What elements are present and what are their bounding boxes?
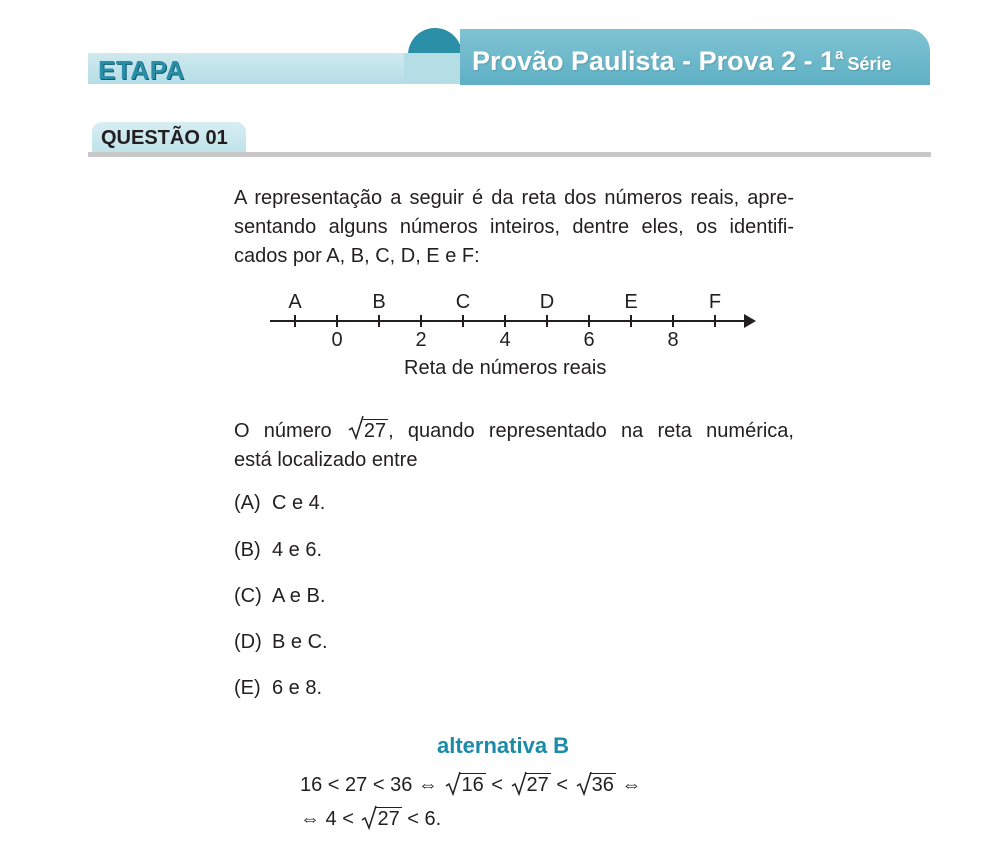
answer-label: alternativa B — [437, 733, 570, 758]
option-text: B e C. — [272, 631, 328, 653]
question-intro — [234, 184, 794, 271]
solution-start: ⇔ 4 < — [300, 808, 354, 830]
number-line-number: 6 — [583, 329, 595, 351]
number-line-figure — [260, 286, 760, 356]
option-a[interactable] — [234, 492, 325, 515]
etapa-logo: ETAPA — [98, 55, 185, 85]
intro-line-1: A representação a seguir é da reta dos números reais, apre- — [234, 187, 794, 209]
option-letter: (A) — [234, 492, 261, 514]
number-line-number: 0 — [331, 329, 343, 351]
sqrt-radicand: 16 — [461, 774, 484, 796]
sqrt-radicand: 27 — [377, 808, 400, 830]
sqrt-27 — [348, 417, 388, 446]
number-line-number: 4 — [499, 329, 511, 351]
sqrt-27 — [511, 773, 551, 797]
stem-line-2: está localizado entre — [234, 449, 418, 471]
question-label: QUESTÃO 01 — [101, 127, 228, 149]
iff-symbol: ⇔ — [621, 774, 642, 796]
solution-line-2 — [300, 807, 441, 831]
number-line-number: 8 — [667, 329, 679, 351]
header-title — [472, 46, 892, 77]
option-e[interactable] — [234, 677, 322, 700]
header-ordinal: a — [835, 46, 844, 63]
option-text: A e B. — [272, 585, 326, 607]
solution-end: < 6. — [407, 808, 442, 830]
option-letter: (C) — [234, 585, 262, 607]
less-than: < — [556, 774, 569, 796]
option-letter: (E) — [234, 677, 261, 699]
header-series: Série — [847, 54, 892, 74]
number-line-letter: D — [539, 291, 555, 313]
number-line-number: 2 — [415, 329, 427, 351]
option-text: C e 4. — [272, 492, 326, 514]
sqrt-radicand: 27 — [363, 420, 387, 442]
option-d[interactable] — [234, 631, 328, 654]
intro-line-2: sentando alguns números inteiros, dentre eles, os identifi- — [234, 216, 794, 238]
option-letter: (B) — [234, 539, 261, 561]
question-rule — [88, 152, 931, 157]
option-c[interactable] — [234, 585, 325, 608]
sqrt-radicand: 36 — [591, 774, 614, 796]
solution-line-1 — [300, 773, 641, 797]
option-letter: (D) — [234, 631, 262, 653]
number-line-letter: A — [288, 291, 302, 313]
header-title-text: Provão Paulista - Prova 2 - 1 — [472, 46, 836, 76]
option-b[interactable] — [234, 539, 322, 562]
number-line-caption: Reta de números reais — [404, 357, 607, 379]
intro-line-3: cados por A, B, C, D, E e F: — [234, 245, 480, 267]
solution-prefix: 16 < 27 < 36 ⇔ — [300, 774, 438, 796]
question-stem — [234, 417, 794, 475]
stem-text-2: , quando representado na reta numérica, — [388, 420, 794, 442]
option-text: 6 e 8. — [272, 677, 323, 699]
option-text: 4 e 6. — [272, 539, 323, 561]
number-line-arrow — [744, 314, 756, 328]
sqrt-16 — [445, 773, 485, 797]
less-than: < — [491, 774, 503, 796]
stem-line-1 — [234, 417, 794, 446]
number-line-letter: F — [708, 291, 722, 313]
sqrt-36 — [576, 773, 616, 797]
header-circle-mask — [404, 53, 464, 84]
number-line-letter: B — [372, 291, 386, 313]
number-line-letter: E — [624, 291, 638, 313]
number-line-letter: C — [455, 291, 471, 313]
stem-text-1: O número — [234, 420, 332, 442]
sqrt-radicand: 27 — [526, 774, 549, 796]
sqrt-27 — [361, 807, 401, 831]
